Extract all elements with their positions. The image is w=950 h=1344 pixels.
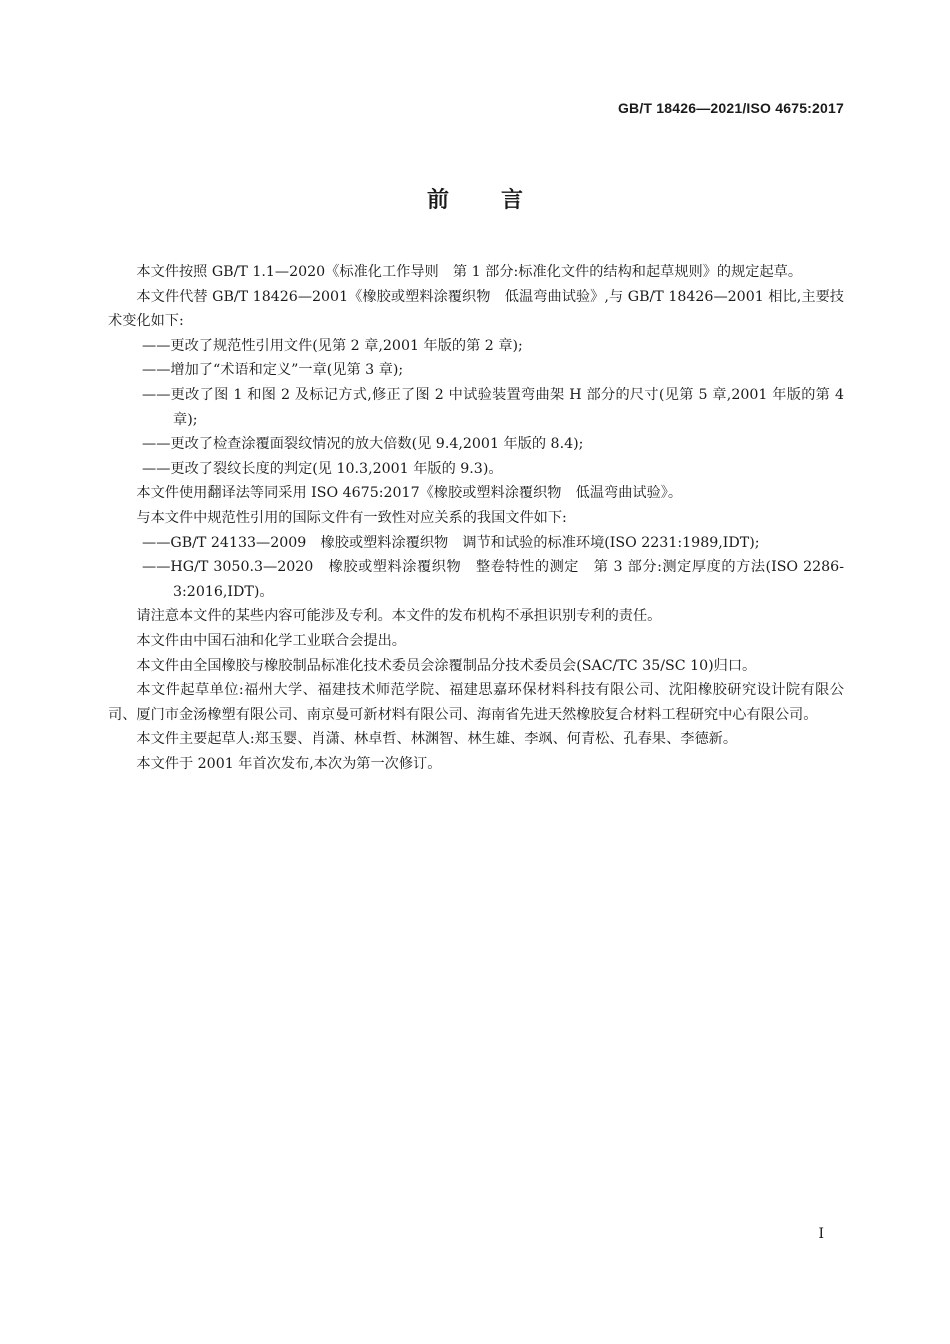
reference-item: ——HG/T 3050.3—2020 橡胶或塑料涂覆织物 整卷特性的测定 第 3 部分:测定厚度的方法(ISO 2286-3:2016,IDT)。 [142,559,844,600]
paragraph-adoption: 本文件使用翻译法等同采用 ISO 4675:2017《橡胶或塑料涂覆织物 低温弯曲试验》。 [136,485,683,502]
paragraph-references-intro: 与本文件中规范性引用的国际文件有一致性对应关系的我国文件如下: [136,509,567,526]
reference-item: ——GB/T 24133—2009 橡胶或塑料涂覆织物 调节和试验的标准环境(ISO 2231:1989,IDT); [142,534,760,551]
paragraph-drafters: 本文件主要起草人:郑玉婴、肖潇、林卓哲、林渊智、林生雄、李飒、何青松、孔春果、李德新。 [136,731,738,748]
change-item: ——更改了图 1 和图 2 及标记方式,修正了图 2 中试验装置弯曲架 H 部分的尺寸(见第 5 章,2001 年版的第 4 章); [142,386,844,428]
paragraph-technical-committee: 本文件由全国橡胶与橡胶制品标准化技术委员会涂覆制品分技术委员会(SAC/TC 35/SC 10)归口。 [136,657,757,674]
paragraph-proposer: 本文件由中国石油和化学工业联合会提出。 [136,632,406,649]
paragraph-patent-notice: 请注意本文件的某些内容可能涉及专利。本文件的发布机构不承担识别专利的责任。 [136,608,662,625]
paragraph-drafting-rules: 本文件按照 GB/T 1.1—2020《标准化工作导则 第 1 部分:标准化文件的结构和起草规则》的规定起草。 [136,264,803,280]
paragraph-drafting-units: 本文件起草单位:福州大学、福建技术师范学院、福建思嘉环保材料科技有限公司、沈阳橡胶研究设计院有限公司、厦门市金汤橡塑有限公司、南京曼可新材料有限公司、海南省先进天然橡胶复合材料工程研究中心有限公司。 [108,682,844,723]
change-item: ——增加了“术语和定义”一章(见第 3 章); [142,362,404,379]
change-item: ——更改了规范性引用文件(见第 2 章,2001 年版的第 2 章); [142,337,523,354]
page-number: I [818,1226,824,1242]
paragraph-replacement: 本文件代替 GB/T 18426—2001《橡胶或塑料涂覆织物 低温弯曲试验》,与 GB/T 18426—2001 相比,主要技术变化如下: [108,288,844,330]
foreword-body [108,260,844,776]
paragraph-history: 本文件于 2001 年首次发布,本次为第一次修订。 [136,755,442,772]
page-title: 前言 [426,188,575,213]
change-item: ——更改了裂纹长度的判定(见 10.3,2001 年版的 9.3)。 [142,460,503,477]
change-item: ——更改了检查涂覆面裂纹情况的放大倍数(见 9.4,2001 年版的 8.4); [142,436,584,453]
standard-number-header: GB/T 18426—2021/ISO 4675:2017 [617,100,844,116]
